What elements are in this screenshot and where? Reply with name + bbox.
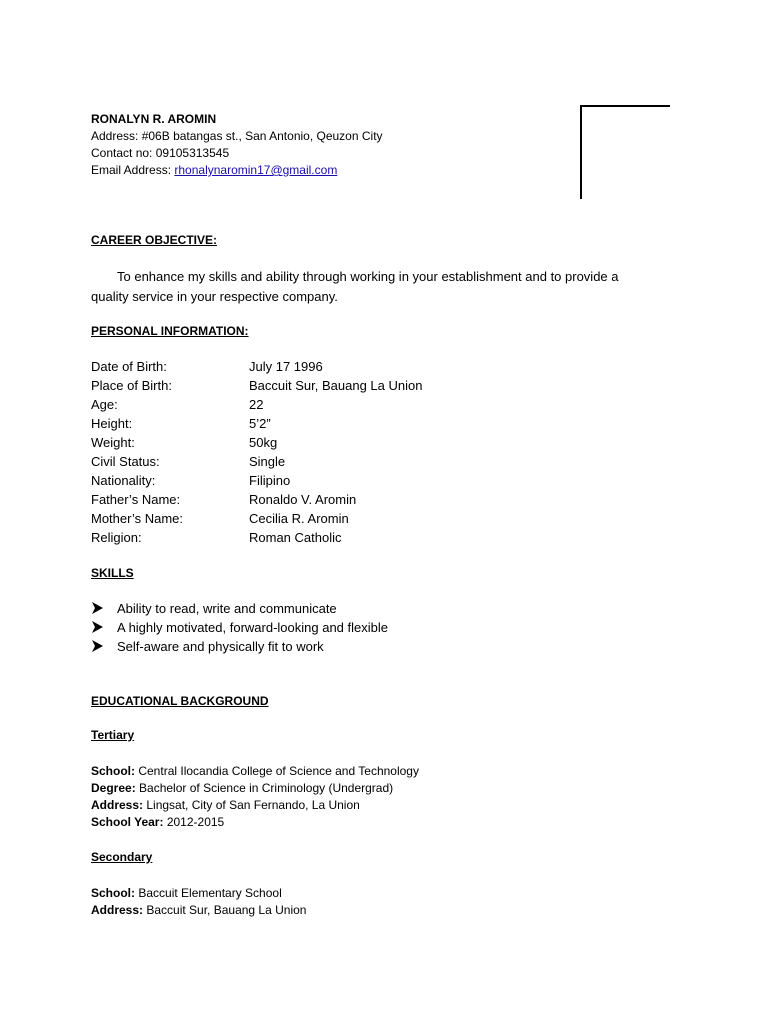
info-label: Father’s Name: xyxy=(91,492,181,507)
email-line xyxy=(91,162,337,179)
info-value: July 17 1996 xyxy=(249,359,323,374)
career-objective-title: CAREER OBJECTIVE: xyxy=(91,233,218,247)
arrow-bullet-icon xyxy=(91,621,103,633)
tertiary-school-value: Central Ilocandia College of Science and Technology xyxy=(138,764,419,778)
info-label: Religion: xyxy=(91,530,142,545)
address-line xyxy=(91,128,383,145)
info-row-weight xyxy=(91,433,277,452)
info-label: Mother’s Name: xyxy=(91,511,183,526)
tertiary-address-value: Lingsat, City of San Fernando, La Union xyxy=(146,798,360,812)
contact-value: 09105313545 xyxy=(155,146,230,160)
contact-label: Contact no: xyxy=(91,146,153,160)
info-row-mothers-name xyxy=(91,509,349,528)
info-label: Civil Status: xyxy=(91,454,160,469)
info-value: 5’2” xyxy=(249,416,271,431)
tertiary-year-line xyxy=(91,814,224,831)
tertiary-school-line xyxy=(91,763,419,780)
info-row-civil-status xyxy=(91,452,285,471)
info-label: Place of Birth: xyxy=(91,378,172,393)
secondary-school-value: Baccuit Elementary School xyxy=(138,886,282,900)
info-row-nationality xyxy=(91,471,290,490)
secondary-school-line xyxy=(91,885,282,902)
email-link[interactable]: rhonalynaromin17@gmail.com xyxy=(174,163,338,177)
arrow-bullet-icon xyxy=(91,640,103,652)
secondary-school-label: School: xyxy=(91,886,135,900)
address-label: Address: xyxy=(91,129,139,143)
info-value: Baccuit Sur, Bauang La Union xyxy=(249,378,423,393)
info-value: Ronaldo V. Aromin xyxy=(249,492,357,507)
info-label: Height: xyxy=(91,416,133,431)
info-value: 22 xyxy=(249,397,264,412)
info-value: Cecilia R. Aromin xyxy=(249,511,349,526)
info-row-date-of-birth xyxy=(91,357,323,376)
tertiary-degree-value: Bachelor of Science in Criminology (Undergrad) xyxy=(139,781,394,795)
tertiary-year-value: 2012-2015 xyxy=(166,815,225,829)
applicant-name: RONALYN R. AROMIN xyxy=(91,112,217,126)
tertiary-address-label: Address: xyxy=(91,798,144,812)
skill-text: Ability to read, write and communicate xyxy=(117,601,337,616)
secondary-address-line xyxy=(91,902,306,919)
skill-text: A highly motivated, forward-looking and flexible xyxy=(117,620,388,635)
contact-line xyxy=(91,145,229,162)
tertiary-school-label: School: xyxy=(91,764,135,778)
tertiary-degree-label: Degree: xyxy=(91,781,136,795)
education-title: EDUCATIONAL BACKGROUND xyxy=(91,694,269,708)
info-row-age xyxy=(91,395,263,414)
info-label: Date of Birth: xyxy=(91,359,167,374)
address-value: #06B batangas st., San Antonio, Qeuzon City xyxy=(141,129,383,143)
info-label: Weight: xyxy=(91,435,135,450)
tertiary-title: Tertiary xyxy=(91,728,135,742)
email-label: Email Address: xyxy=(91,163,172,177)
tertiary-address-line xyxy=(91,797,360,814)
arrow-bullet-icon xyxy=(91,602,103,614)
info-value: Filipino xyxy=(249,473,291,488)
info-row-place-of-birth xyxy=(91,376,422,395)
tertiary-year-label: School Year: xyxy=(91,815,164,829)
info-row-religion xyxy=(91,528,342,547)
secondary-address-value: Baccuit Sur, Bauang La Union xyxy=(146,903,307,917)
info-value: Single xyxy=(249,454,286,469)
info-label: Nationality: xyxy=(91,473,156,488)
photo-box xyxy=(580,105,670,199)
info-value: 50kg xyxy=(249,435,278,450)
career-objective-line-1: To enhance my skills and ability through working in your establishment and to provide a xyxy=(117,269,619,284)
tertiary-degree-line xyxy=(91,780,393,797)
career-objective-line-2: quality service in your respective company. xyxy=(91,289,338,304)
secondary-title: Secondary xyxy=(91,850,153,864)
skills-title: SKILLS xyxy=(91,566,134,580)
info-row-height xyxy=(91,414,271,433)
personal-info-title: PERSONAL INFORMATION: xyxy=(91,324,249,338)
skill-text: Self-aware and physically fit to work xyxy=(117,639,324,654)
info-row-fathers-name xyxy=(91,490,356,509)
info-value: Roman Catholic xyxy=(249,530,342,545)
info-label: Age: xyxy=(91,397,118,412)
secondary-address-label: Address: xyxy=(91,903,144,917)
